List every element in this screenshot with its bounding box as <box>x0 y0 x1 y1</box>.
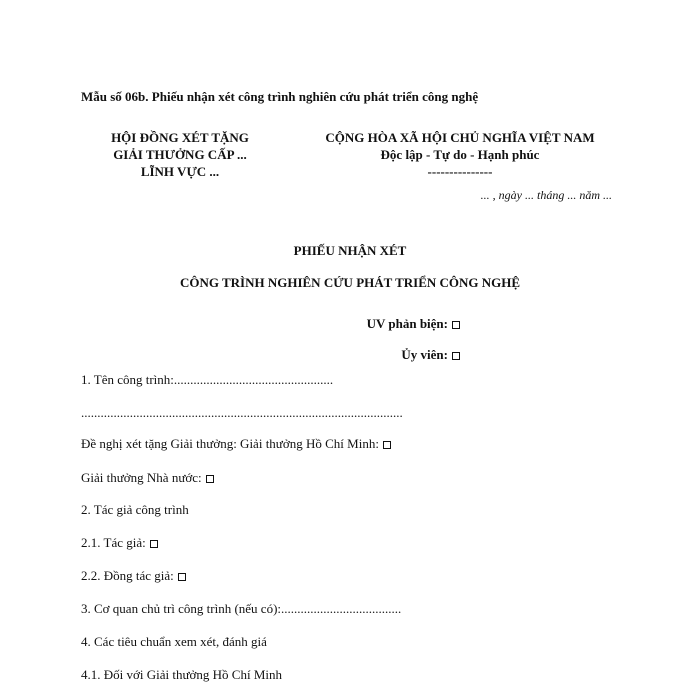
proposal-line <box>81 436 391 452</box>
item-2-2-line <box>81 568 186 584</box>
form-number-title: Mẫu số 06b. Phiếu nhận xét công trình nghiên cứu phát triển công nghệ <box>81 89 479 104</box>
document-subtitle: CÔNG TRÌNH NGHIÊN CỨU PHÁT TRIỂN CÔNG NGHỆ <box>179 275 521 290</box>
national-header <box>290 129 630 180</box>
council-header <box>90 129 270 180</box>
item-1-project-name: 1. Tên công trình:................................................. <box>81 372 334 387</box>
council-line-3: LĨNH VỰC ... <box>140 164 220 179</box>
item-1-continuation: ................................................................................................... <box>81 405 403 420</box>
item-2-1-label: 2.1. Tác giả: <box>81 535 146 550</box>
role-member-checkbox[interactable] <box>452 352 460 360</box>
state-award-checkbox[interactable] <box>206 475 214 483</box>
national-motto-line-2: Độc lập - Tự do - Hạnh phúc <box>380 147 540 162</box>
role-reviewer <box>367 316 460 332</box>
co-author-checkbox[interactable] <box>178 573 186 581</box>
role-member-label: Ủy viên: <box>401 347 448 362</box>
item-2-1-line <box>81 535 158 551</box>
document-title: PHIẾU NHẬN XÉT <box>293 243 407 258</box>
state-award-label: Giải thưởng Nhà nước: <box>81 470 202 485</box>
author-checkbox[interactable] <box>150 540 158 548</box>
national-motto-line-1: CỘNG HÒA XÃ HỘI CHỦ NGHĨA VIỆT NAM <box>325 130 595 145</box>
proposal-label: Đề nghị xét tặng Giải thưởng: Giải thưởng Hồ Chí Minh: <box>81 436 379 451</box>
council-line-1: HỘI ĐỒNG XÉT TẶNG <box>111 130 249 145</box>
role-reviewer-label: UV phản biện: <box>366 316 448 331</box>
item-4-1-ho-chi-minh: 4.1. Đối với Giải thưởng Hồ Chí Minh <box>81 667 282 682</box>
header-separator: --------------- <box>427 164 493 179</box>
state-award-line <box>81 470 214 486</box>
date-line: ... , ngày ... tháng ... năm ... <box>480 188 612 202</box>
role-member <box>401 347 460 363</box>
ho-chi-minh-award-checkbox[interactable] <box>383 441 391 449</box>
item-2-2-label: 2.2. Đồng tác giả: <box>81 568 174 583</box>
item-3-host-agency: 3. Cơ quan chủ trì công trình (nếu có):..................................... <box>81 601 402 616</box>
council-line-2: GIẢI THƯỞNG CẤP ... <box>113 147 247 162</box>
item-2-authors: 2. Tác giả công trình <box>81 502 189 517</box>
role-reviewer-checkbox[interactable] <box>452 321 460 329</box>
item-4-criteria: 4. Các tiêu chuẩn xem xét, đánh giá <box>81 634 267 649</box>
